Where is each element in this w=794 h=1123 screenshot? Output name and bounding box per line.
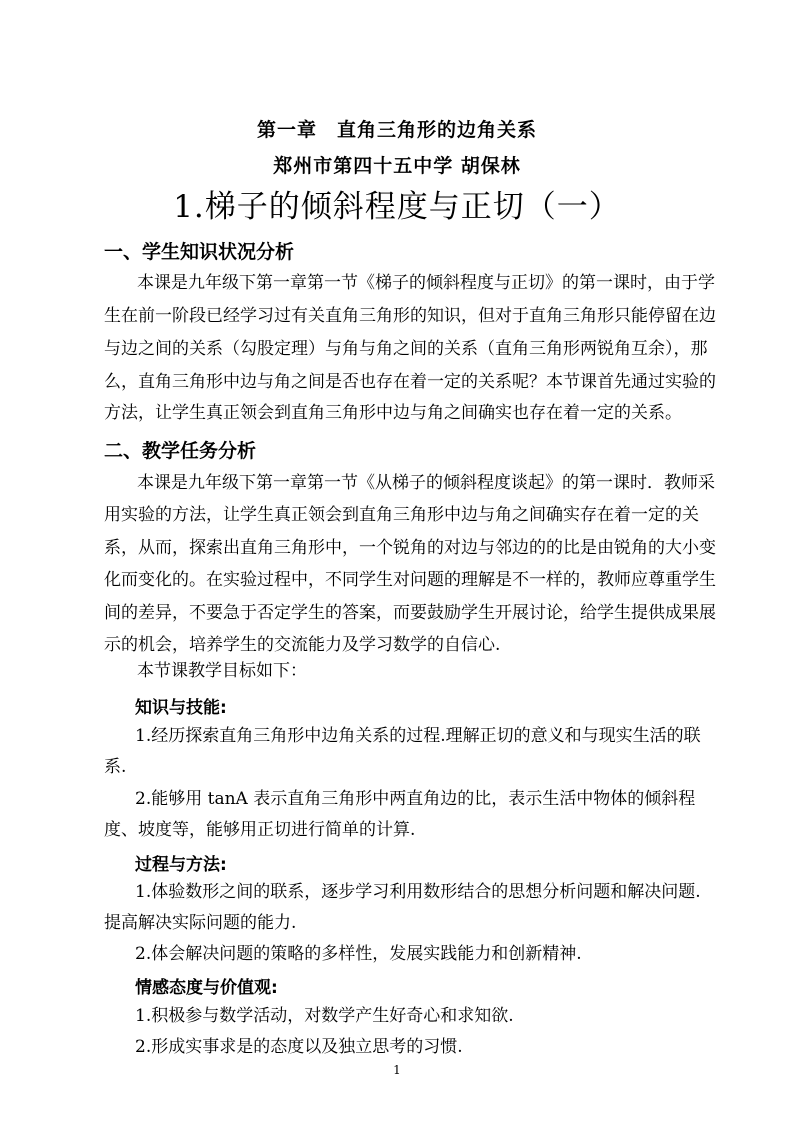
goal-item: 2.形成实事求是的态度以及独立思考的习惯. — [135, 1037, 463, 1057]
section1-heading: 一、学生知识状况分析 — [104, 241, 295, 263]
goal-item: 系. — [104, 757, 127, 777]
knowledge-heading: 知识与技能: — [135, 698, 227, 718]
paragraph-line: 生在前一阶段已经学习过有关直角三角形的知识，但对于直角三角形只能停留在边 — [104, 306, 716, 326]
author-line: 郑州市第四十五中学 胡保林 — [273, 155, 521, 177]
emotion-heading: 情感态度与价值观: — [135, 978, 278, 998]
page-number: 1 — [393, 1063, 401, 1077]
goal-item: 1.体验数形之间的联系，逐步学习利用数形结合的思想分析问题和解决问题. — [135, 882, 701, 902]
paragraph-line: 化而变化的。在实验过程中，不同学生对问题的理解是不一样的，教师应尊重学生 — [104, 570, 716, 590]
paragraph-line: 本课是九年级下第一章第一节《梯子的倾斜程度与正切》的第一课时，由于学 — [137, 273, 715, 293]
lesson-title: 1.梯子的倾斜程度与正切（一） — [173, 189, 621, 225]
goal-item: 1.经历探索直角三角形中边角关系的过程.理解正切的意义和与现实生活的联 — [135, 726, 701, 746]
paragraph-line: 本课是九年级下第一章第一节《从梯子的倾斜程度谈起》的第一课时．教师采 — [137, 473, 715, 493]
section2-heading: 二、教学任务分析 — [104, 440, 257, 462]
goal-item: 1.积极参与数学活动，对数学产生好奇心和求知欲. — [135, 1006, 514, 1026]
paragraph-line: 示的机会，培养学生的交流能力及学习数学的自信心. — [104, 635, 501, 655]
goal-item: 2.体会解决问题的策略的多样性，发展实践能力和创新精神. — [135, 944, 582, 964]
goal-item: 提高解决实际问题的能力. — [104, 913, 297, 933]
goal-item: 度、坡度等，能够用正切进行简单的计算. — [104, 820, 416, 840]
process-heading: 过程与方法: — [135, 855, 227, 875]
paragraph-line: 用实验的方法，让学生真正领会到直角三角形中边与角之间确实存在着一定的关 — [104, 505, 699, 525]
paragraph-line: 与边之间的关系（勾股定理）与角与角之间的关系（直角三角形两锐角互余），那 — [104, 339, 708, 359]
chapter-title: 第一章 直角三角形的边角关系 — [256, 119, 537, 141]
paragraph-line: 方法，让学生真正领会到直角三角形中边与角之间确实也存在着一定的关系。 — [104, 403, 682, 423]
goal-item: 2.能够用 tanA 表示直角三角形中两直角边的比，表示生活中物体的倾斜程 — [135, 789, 696, 809]
paragraph-line: 间的差异，不要急于否定学生的答案，而要鼓励学生开展讨论，给学生提供成果展 — [104, 603, 716, 623]
paragraph-line: 么，直角三角形中边与角之间是否也存在着一定的关系呢？本节课首先通过实验的 — [104, 372, 716, 392]
goals-intro: 本节课教学目标如下： — [137, 661, 307, 681]
paragraph-line: 系，从而，探索出直角三角形中，一个锐角的对边与邻边的的比是由锐角的大小变 — [104, 538, 716, 558]
